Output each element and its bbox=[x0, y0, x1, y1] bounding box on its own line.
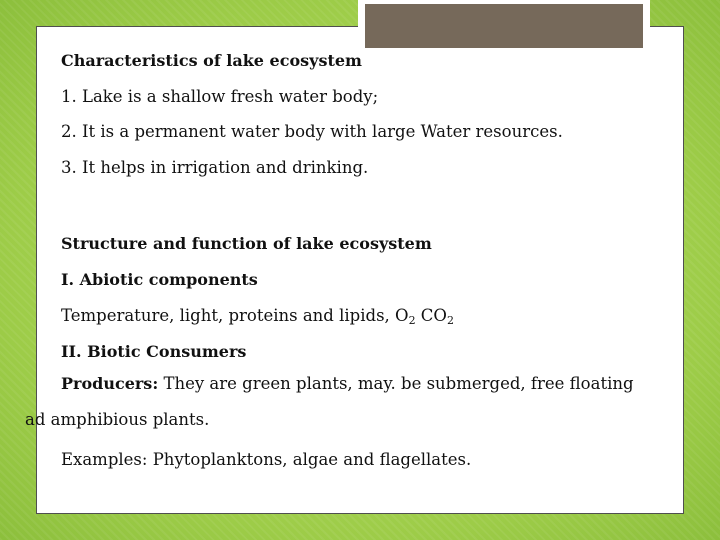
co2-text: CO bbox=[415, 306, 447, 325]
producers-continuation: ad amphibious plants. bbox=[25, 410, 210, 429]
abiotic-description bbox=[61, 305, 454, 332]
point-2: 2. It is a permanent water body with large Water resources. bbox=[61, 122, 563, 141]
producers-text: They are green plants, may. be submerged, free floating bbox=[158, 374, 634, 393]
abiotic-text: Temperature, light, proteins and lipids, O bbox=[61, 306, 409, 325]
examples-line: Examples: Phytoplanktons, algae and flagellates. bbox=[61, 450, 472, 469]
section-biotic: II. Biotic Consumers bbox=[61, 342, 247, 361]
point-3: 3. It helps in irrigation and drinking. bbox=[61, 158, 369, 177]
point-1: 1. Lake is a shallow fresh water body; bbox=[61, 87, 379, 106]
producers-label: Producers: bbox=[61, 374, 159, 393]
producers-line bbox=[61, 373, 634, 395]
co2-subscript: 2 bbox=[446, 314, 454, 327]
o2-subscript: 2 bbox=[408, 314, 416, 327]
title-placeholder-box bbox=[358, 0, 650, 56]
heading-structure: Structure and function of lake ecosystem bbox=[61, 234, 432, 253]
heading-characteristics: Characteristics of lake ecosystem bbox=[61, 51, 362, 70]
section-abiotic: I. Abiotic components bbox=[61, 270, 258, 289]
title-placeholder-fill bbox=[365, 4, 643, 48]
